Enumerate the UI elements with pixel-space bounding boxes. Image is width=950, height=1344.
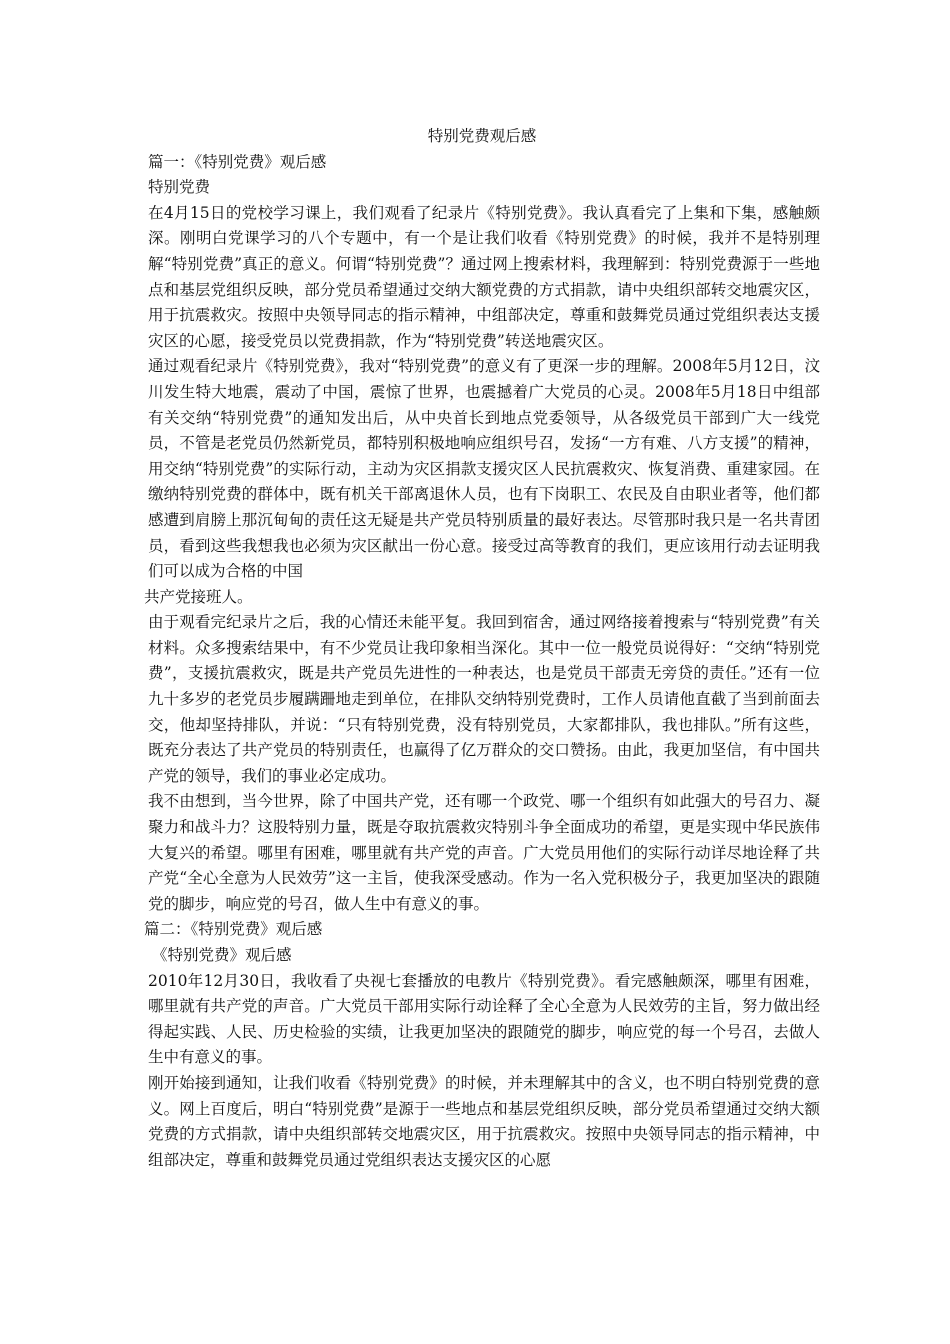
section1-paragraph: 通过观看纪录片《特别党费》，我对“特别党费”的意义有了更深一步的理解。2008年5月12日，汶川发生特大地震，震动了中国，震惊了世界，也震撼着广大党员的心灵。2008年5月18日中组部有关交纳“特别党费”的通知发出后，从中央首长到地点党委领导，从各级党员干部到广大一线党员，不管是老党员仍然新党员，都特别积极地响应组织号召，发扬“一方有难、八方支援”的精神，用交纳“特别党费”的实际行动，主动为灾区捐款支援灾区人民抗震救灾、恢复消费、重建家园。在缴纳特别党费的群体中，既有机关干部离退休人员，也有下岗职工、农民及自由职业者等，他们都感遭到肩膀上那沉甸甸的责任这无疑是共产党员特别质量的最好表达。尽管那时我只是一名共青团员，看到这些我想我也必须为灾区献出一份心意。接受过高等教育的我们，更应该用行动去证明我们可以成为合格的中国 [148, 357, 820, 581]
section1-paragraph: 由于观看完纪录片之后，我的心情还未能平复。我回到宿舍，通过网络接着搜索与“特别党费”有关材料。众多搜索结果中，有不少党员让我印象相当深化。其中一位一般党员说得好：“交纳“特别党费”，支援抗震救灾，既是共产党员先进性的一种表达，也是党员干部责无旁贷的责任。”还有一位九十多岁的老党员步履蹒跚地走到单位，在排队交纳特别党费时，工作人员请他直截了当到前面去交，他却坚持排队，并说：“只有特别党费，没有特别党员，大家都排队，我也排队。”所有这些，既充分表达了共产党员的特别责任，也赢得了亿万群众的交口赞扬。由此，我更加坚信，有中国共产党的领导，我们的事业必定成功。 [148, 613, 820, 785]
section2-paragraph: 2010年12月30日，我收看了央视七套播放的电教片《特别党费》。看完感触颇深，哪里有困难，哪里就有共产党的声音。广大党员干部用实际行动诠释了全心全意为人民效劳的主旨，努力做出经得起实践、人民、历史检验的实绩，让我更加坚决的跟随党的脚步，响应党的每一个号召，去做人生中有意义的事。 [148, 971, 820, 1067]
section1-paragraph: 在4月15日的党校学习课上，我们观看了纪录片《特别党费》。我认真看完了上集和下集，感触颇深。刚明白党课学习的八个专题中，有一个是让我们收看《特别党费》的时候，我并不是特别理解“特别党费”真正的意义。何谓“特别党费”？通过网上搜索材料，我理解到：特别党费源于一些地点和基层党组织反映，部分党员希望通过交纳大额党费的方式捐款，请中央组织部转交地震灾区，用于抗震救灾。按照中央领导同志的指示精神，中组部决定，尊重和鼓舞党员通过党组织表达支援灾区的心愿，接受党员以党费捐款，作为“特别党费”转送地震灾区。 [148, 203, 820, 350]
section1-paragraph: 共产党接班人。 [144, 587, 253, 606]
section1-paragraph: 我不由想到，当今世界，除了中国共产党，还有哪一个政党、哪一个组织有如此强大的号召力、凝聚力和战斗力？这股特别力量，既是夺取抗震救灾特别斗争全面成功的希望，更是实现中华民族伟大复兴的希望。哪里有困难，哪里就有共产党的声音。广大党员用他们的实际行动详尽地诠释了共产党“全心全意为人民效劳”这一主旨，使我深受感动。作为一名入党积极分子，我更加坚决的跟随党的脚步，响应党的号召，做人生中有意义的事。 [148, 792, 820, 913]
section1-heading: 篇一：《特别党费》观后感 [148, 152, 327, 171]
section2-paragraph: 刚开始接到通知，让我们收看《特别党费》的时候，并未理解其中的含义，也不明白特别党费的意义。网上百度后，明白“特别党费”是源于一些地点和基层党组织反映，部分党员希望通过交纳大额党费的方式捐款，请中央组织部转交地震灾区，用于抗震救灾。按照中央领导同志的指示精神，中组部决定，尊重和鼓舞党员通过党组织表达支援灾区的心愿 [148, 1073, 820, 1169]
section2-heading: 篇二：《特别党费》观后感 [144, 920, 323, 939]
section1-subheading: 特别党费 [148, 178, 211, 197]
document-body [144, 124, 820, 1173]
document-title: 特别党费观后感 [427, 127, 537, 145]
section2-subheading: 《特别党费》观后感 [152, 946, 292, 964]
